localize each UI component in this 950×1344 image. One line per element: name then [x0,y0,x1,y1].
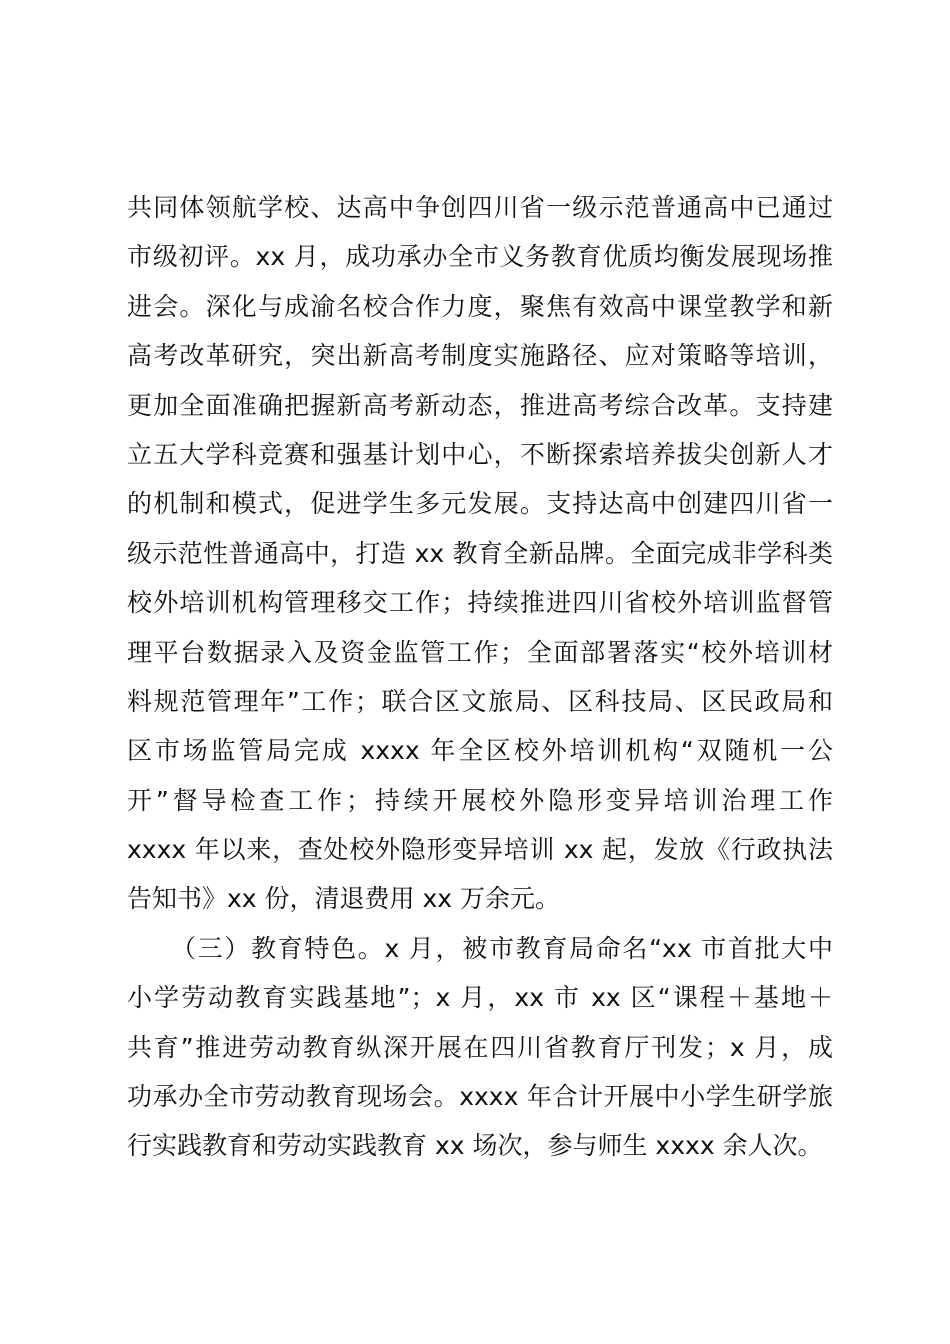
text-line: 高考改革研究，突出新高考制度实施路径、应对策略等培训， [127,341,833,371]
text-line: 共同体领航学校、达高中争创四川省一级示范普通高中已通过 [127,193,833,222]
text-line: xxxx 年以来，查处校外隐形变异培训 xx 起，发放《行政执法 [127,835,833,865]
section-heading-line: （三）教育特色。x 月，被市教育局命名“xx 市首批大中 [171,933,833,963]
text-line: 区市场监管局完成 xxxx 年全区校外培训机构“双随机一公 [127,736,833,766]
text-line: 开”督导检查工作；持续开展校外隐形变异培训治理工作 [127,785,833,815]
text-line: 行实践教育和劳动实践教育 xx 场次，参与师生 xxxx 余人次。 [127,1131,823,1161]
text-line: 理平台数据录入及资金监管工作；全面部署落实“校外培训材 [127,637,833,667]
document-body [127,183,833,1171]
text-line: 进会。深化与成渝名校合作力度，聚焦有效高中课堂教学和新 [127,291,833,321]
text-line: 校外培训机构管理移交工作；持续推进四川省校外培训监督管 [127,588,833,618]
text-line: 料规范管理年”工作；联合区文旅局、区科技局、区民政局和 [127,686,833,716]
text-line: 小学劳动教育实践基地”；x 月，xx 市 xx 区“课程＋基地＋ [127,983,833,1013]
text-line: 更加全面准确把握新高考新动态，推进高考综合改革。支持建 [127,390,833,420]
text-line: 共育”推进劳动教育纵深开展在四川省教育厅刊发；x 月，成 [127,1032,833,1062]
text-line: 级示范性普通高中，打造 xx 教育全新品牌。全面完成非学科类 [127,538,833,568]
text-line: 立五大学科竞赛和强基计划中心，不断探索培养拔尖创新人才 [127,439,833,469]
text-line: 告知书》xx 份，清退费用 xx 万余元。 [127,884,561,914]
text-line: 市级初评。xx 月，成功承办全市义务教育优质均衡发展现场推 [127,242,833,272]
text-line: 功承办全市劳动教育现场会。xxxx 年合计开展中小学生研学旅 [127,1082,833,1112]
text-line: 的机制和模式，促进学生多元发展。支持达高中创建四川省一 [127,489,833,519]
